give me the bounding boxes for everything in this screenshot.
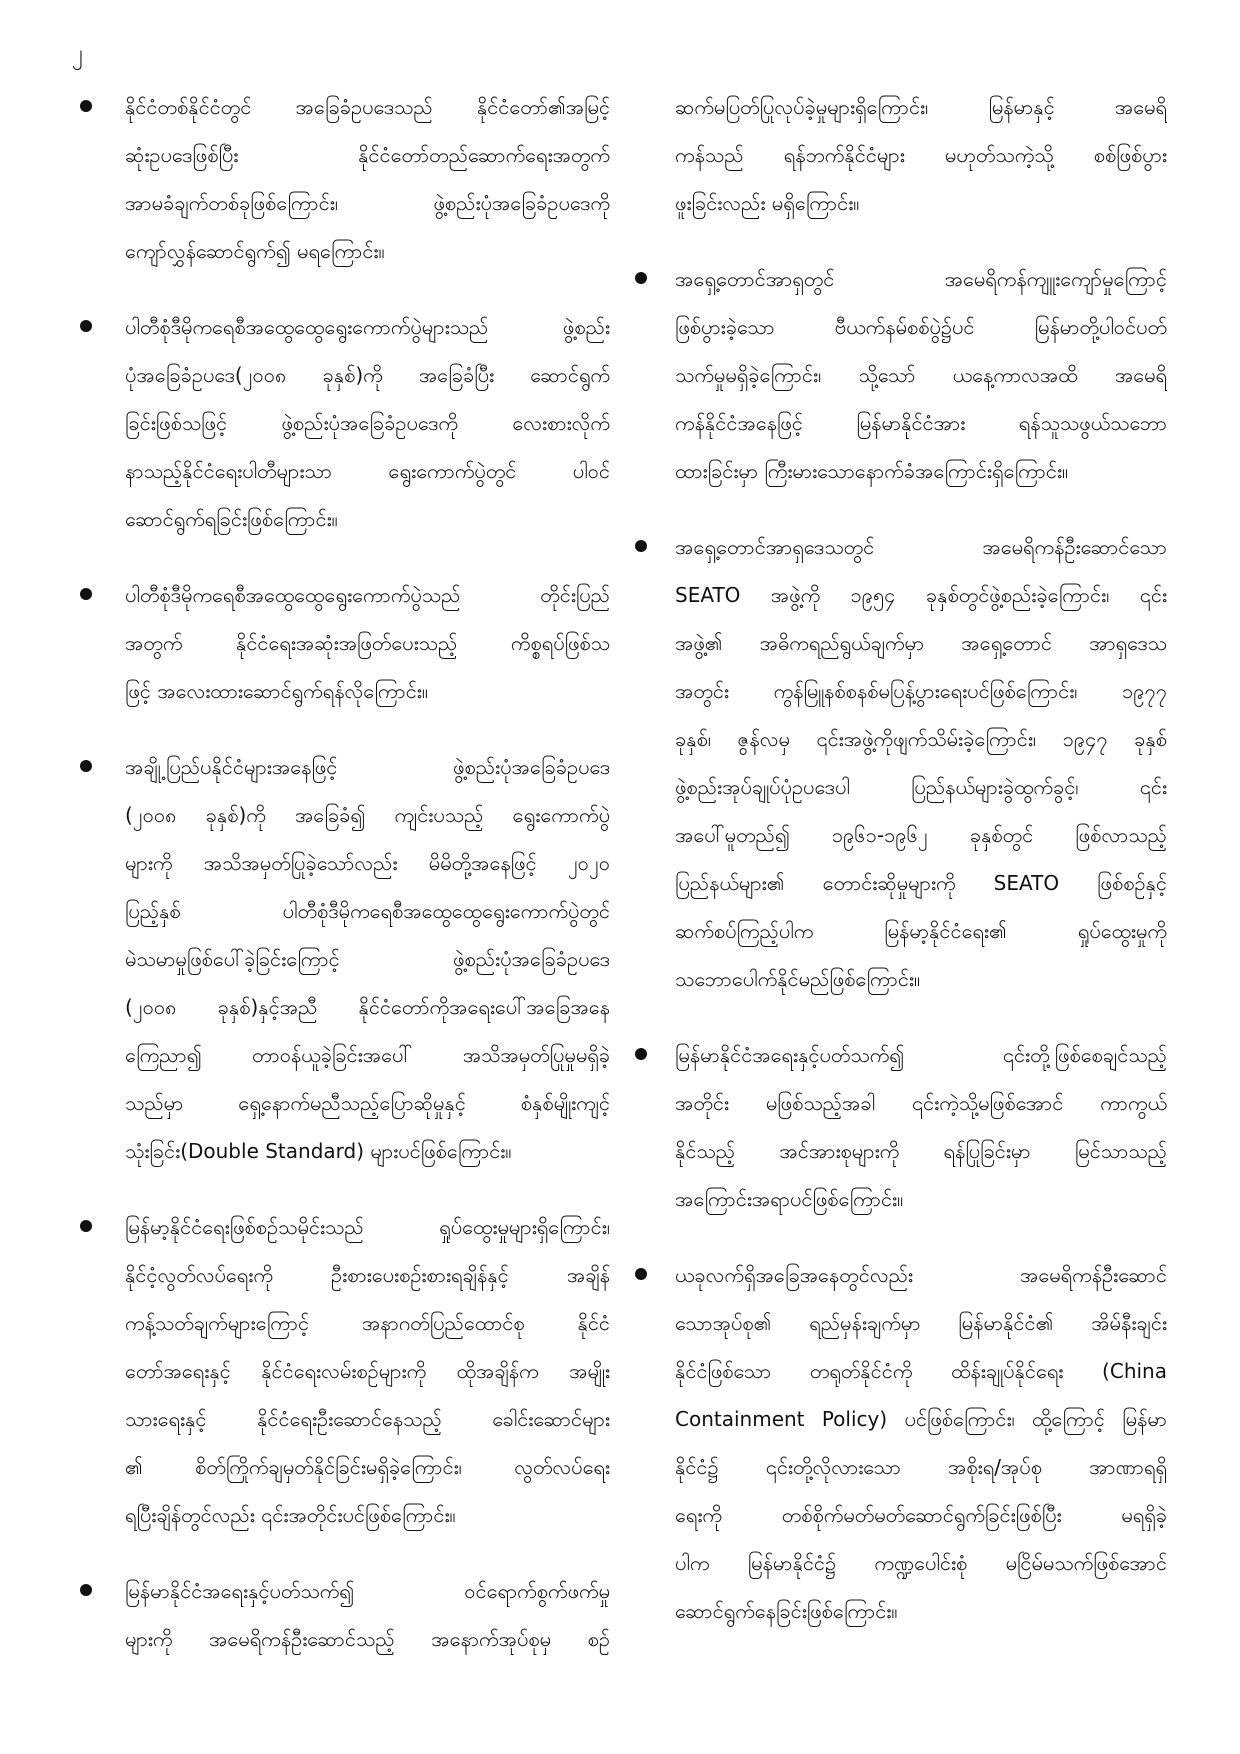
text-line: နိုင်ငံဖြစ်သော တရုတ်နိုင်ငံကို ထိန်းချုပ်နိုင်ရေး (China [675, 1359, 1167, 1383]
text-line: နိုင်သည့် အင်အားစုများကို ရန်ပြုခြင်းမှာ မြင်သာသည့် [675, 1139, 1167, 1163]
bullet-icon [635, 1048, 647, 1060]
text-line: ဖြင့် အလေးထားဆောင်ရွက်ရန်လိုကြောင်း။ [125, 679, 428, 703]
text-line: ထားခြင်းမှာ ကြီးမားသောနောက်ခံအကြောင်းရှိကြောင်း။ [675, 459, 1069, 483]
text-line: ရပြီးချိန်တွင်လည်း ၎င်းအတိုင်းပင်ဖြစ်ကြောင်း။ [125, 1503, 456, 1527]
text-line: နိုင်ငံတစ်နိုင်ငံတွင် အခြေခံဥပဒေသည် နိုင်ငံတော်၏အမြင့် [125, 95, 610, 119]
bullet-paragraph [80, 1203, 610, 1539]
text-line: တော်အရေးနှင့် နိုင်ငံရေးလမ်းစဉ်များကို ထိုအချိန်က အမျိုး [125, 1359, 610, 1383]
text-line: ယခုလက်ရှိအခြေအနေတွင်လည်း အမေရိကန်ဦးဆောင် [675, 1263, 1167, 1287]
bullet-paragraph [80, 1567, 610, 1663]
text-line: နာသည့်နိုင်ငံရေးပါတီများသာ ရွေးကောက်ပွဲတွင် ပါဝင် [125, 459, 610, 483]
text-line: (၂၀၀၈ ခုနှစ်)နှင့်အညီ နိုင်ငံတော်ကိုအရေးပေါ်အခြေအနေ [125, 995, 610, 1019]
text-line: Containment Policy) ပင်ဖြစ်ကြောင်း၊ ထို့ကြောင့် မြန်မာ [675, 1407, 1167, 1431]
text-line: နိုင်ငံ့လွတ်လပ်ရေးကို ဦးစားပေးစဉ်းစားရချိန်နှင့် အချိန် [125, 1263, 610, 1287]
continued-paragraph [635, 83, 1167, 227]
bullet-paragraph [635, 1251, 1167, 1635]
bullet-icon [635, 1268, 647, 1280]
text-line: အရှေ့တောင်အာရှဒေသတွင် အမေရိကန်ဦးဆောင်သော [675, 535, 1167, 559]
text-line: ပြည့်နှစ် ပါတီစုံဒီမိုကရေစီအထွေထွေရွေးကောက်ပွဲတွင် [125, 899, 610, 923]
text-line: ဆောင်ရွက်နေခြင်းဖြစ်ကြောင်း။ [675, 1599, 898, 1623]
text-line: အတိုင်း မဖြစ်သည့်အခါ ၎င်းကဲ့သို့မဖြစ်အောင် ကာကွယ် [675, 1091, 1167, 1115]
text-line: ပုံအခြေခံဥပဒေ(၂၀၀၈ ခုနှစ်)ကို အခြေခံပြီး ဆောင်ရွက် [125, 363, 610, 387]
bullet-icon [80, 588, 92, 600]
text-line: ကန်နိုင်ငံအနေဖြင့် မြန်မာနိုင်ငံအား ရန်သူသဖွယ်သဘော [675, 411, 1167, 435]
text-line: ခုနှစ်၊ ဇွန်လမှ ၎င်းအဖွဲ့ကိုဖျက်သိမ်းခဲ့ကြောင်း၊ ၁၉၄၇ ခုနှစ် [675, 727, 1167, 751]
bullet-paragraph [80, 571, 610, 715]
text-line: အာမခံချက်တစ်ခုဖြစ်ကြောင်း၊ ဖွဲ့စည်းပုံအခြေခံဥပဒေကို [125, 191, 610, 215]
text-line: ကျော်လွှန်ဆောင်ရွက်၍ မရကြောင်း။ [125, 239, 385, 263]
right-column [635, 83, 1167, 1663]
left-column [80, 83, 610, 1691]
text-line: ဖွဲ့စည်းအုပ်ချုပ်ပုံဥပဒေပါ ပြည်နယ်များခွဲထွက်ခွင့်၊ ၎င်း [675, 775, 1167, 799]
bullet-icon [80, 760, 92, 772]
text-line: မဲသမာမှုဖြစ်ပေါ်ခဲ့ခြင်းကြောင့် ဖွဲ့စည်းပုံအခြေခံဥပဒေ [125, 947, 610, 971]
text-line: ပြည်နယ်များ၏ တောင်းဆိုမှုများကို SEATO ဖြစ်စဉ်နှင့် [675, 871, 1167, 895]
bullet-paragraph [635, 523, 1167, 1003]
text-line: ပါက မြန်မာနိုင်ငံ၌ ကဏ္ဍပေါင်းစုံ မငြိမ်မသက်ဖြစ်အောင် [675, 1551, 1167, 1575]
text-line: ဆောင်ရွက်ရခြင်းဖြစ်ကြောင်း။ [125, 507, 338, 531]
text-line: သည်မှာ ရှေ့နောက်မညီသည့်ပြောဆိုမှုနှင့် စံနှစ်မျိုးကျင့် [125, 1091, 610, 1115]
text-line: ဆုံးဥပဒေဖြစ်ပြီး နိုင်ငံတော်တည်ဆောက်ရေးအတွက် [125, 143, 610, 167]
text-line: အတွင်း ကွန်မြူနစ်စနစ်မပြန့်ပွားရေးပင်ဖြစ်ကြောင်း၊ ၁၉၇၇ [675, 679, 1167, 703]
text-line: ကြေညာ၍ တာဝန်ယူခဲ့ခြင်းအပေါ် အသိအမှတ်ပြုမှုမရှိခဲ့ [125, 1043, 610, 1067]
text-line: သဘောပေါက်နိုင်မည်ဖြစ်ကြောင်း။ [675, 967, 921, 991]
bullet-icon [80, 320, 92, 332]
text-line: ပါတီစုံဒီမိုကရေစီအထွေထွေရွေးကောက်ပွဲသည် တိုင်းပြည် [125, 583, 610, 607]
text-line: ဖူးခြင်းလည်း မရှိကြောင်း။ [675, 191, 860, 215]
bullet-paragraph [80, 743, 610, 1175]
text-line: ၏ စိတ်ကြိုက်ချမှတ်နိုင်ခြင်းမရှိခဲ့ကြောင်း၊ လွတ်လပ်ရေး [125, 1455, 610, 1479]
text-line: အတွက် နိုင်ငံရေးအဆုံးအဖြတ်ပေးသည့် ကိစ္စရပ်ဖြစ်သ [125, 631, 610, 655]
page-number: ၂ [72, 41, 83, 66]
bullet-icon [635, 540, 647, 552]
text-line: အကြောင်းအရာပင်ဖြစ်ကြောင်း။ [675, 1187, 904, 1211]
text-line: အချို့ပြည်ပနိုင်ငံများအနေဖြင့် ဖွဲ့စည်းပုံအခြေခံဥပဒေ [125, 755, 610, 779]
text-line: အရှေ့တောင်အာရှတွင် အမေရိကန်ကျူးကျော်မှုကြောင့် [675, 267, 1167, 291]
text-line: သောအုပ်စု၏ ရည်မှန်းချက်မှာ မြန်မာနိုင်ငံ၏ အိမ်နီးချင်း [675, 1311, 1167, 1335]
text-line: နိုင်ငံ၌ ၎င်းတို့လိုလားသော အစိုးရ/အုပ်စု အာဏာရရှိ [675, 1455, 1167, 1479]
text-line: (၂၀၀၈ ခုနှစ်)ကို အခြေခံ၍ ကျင်းပသည့် ရွေးကောက်ပွဲ [125, 803, 610, 827]
text-line: ကန်သည် ရန်ဘက်နိုင်ငံများ မဟုတ်သကဲ့သို့ စစ်ဖြစ်ပွား [675, 143, 1167, 167]
text-line: အဖွဲ့၏ အဓိကရည်ရွယ်ချက်မှာ အရှေ့တောင် အာရှဒေသ [675, 631, 1167, 655]
bullet-paragraph [80, 303, 610, 543]
bullet-icon [80, 100, 92, 112]
text-line: မြန်မာ့နိုင်ငံရေးဖြစ်စဉ်သမိုင်းသည် ရှုပ်ထွေးမှုများရှိကြောင်း၊ [125, 1215, 610, 1239]
text-line: ဆက်မပြတ်ပြုလုပ်ခဲ့မှုများရှိကြောင်း၊ မြန်မာနှင့် အမေရိ [675, 95, 1167, 119]
text-line: သက်မှုမရှိခဲ့ကြောင်း၊ သို့သော် ယနေ့ကာလအထိ အမေရိ [675, 363, 1167, 387]
text-line: များကို အမေရိကန်ဦးဆောင်သည့် အနောက်အုပ်စုမှ စဉ် [125, 1627, 610, 1651]
text-line: ကန့်သတ်ချက်များကြောင့် အနာဂတ်ပြည်ထောင်စု နိုင်ငံ [125, 1311, 610, 1335]
text-line: များကို အသိအမှတ်ပြုခဲ့သော်လည်း မိမိတို့အနေဖြင့် ၂၀၂၀ [125, 851, 610, 875]
bullet-icon [80, 1584, 92, 1596]
text-line: SEATO အဖွဲ့ကို ၁၉၅၄ ခုနှစ်တွင်ဖွဲ့စည်းခဲ့ကြောင်း၊ ၎င်း [675, 583, 1167, 607]
text-line: ရေးကို တစ်စိုက်မတ်မတ်ဆောင်ရွက်ခြင်းဖြစ်ပြီး မရရှိခဲ့ [675, 1503, 1167, 1527]
bullet-paragraph [635, 255, 1167, 495]
bullet-icon [635, 272, 647, 284]
text-line: အပေါ်မူတည်၍ ၁၉၆၁-၁၉၆၂ ခုနှစ်တွင် ဖြစ်လာသည့် [675, 823, 1167, 847]
bullet-paragraph [635, 1031, 1167, 1223]
bullet-paragraph [80, 83, 610, 275]
text-line: ပါတီစုံဒီမိုကရေစီအထွေထွေရွေးကောက်ပွဲများသည် ဖွဲ့စည်း [125, 315, 610, 339]
text-line: ဖြစ်ပွားခဲ့သော ဗီယက်နမ်စစ်ပွဲ၌ပင် မြန်မာတို့ပါဝင်ပတ် [675, 315, 1167, 339]
bullet-icon [80, 1220, 92, 1232]
text-line: သုံးခြင်း(Double Standard) များပင်ဖြစ်ကြောင်း။ [125, 1139, 512, 1163]
text-line: မြန်မာနိုင်ငံအရေးနှင့်ပတ်သက်၍ ဝင်ရောက်စွက်ဖက်မှု [125, 1579, 610, 1603]
text-line: မြန်မာနိုင်ငံအရေးနှင့်ပတ်သက်၍ ၎င်းတို့ဖြစ်စေချင်သည့် [675, 1043, 1167, 1067]
text-line: ခြင်းဖြစ်သဖြင့် ဖွဲ့စည်းပုံအခြေခံဥပဒေကို လေးစားလိုက် [125, 411, 610, 435]
text-line: သားရေးနှင့် နိုင်ငံရေးဦးဆောင်နေသည့် ခေါင်းဆောင်များ [125, 1407, 610, 1431]
text-line: ဆက်စပ်ကြည့်ပါက မြန်မာ့နိုင်ငံရေး၏ ရှုပ်ထွေးမှုကို [675, 919, 1167, 943]
